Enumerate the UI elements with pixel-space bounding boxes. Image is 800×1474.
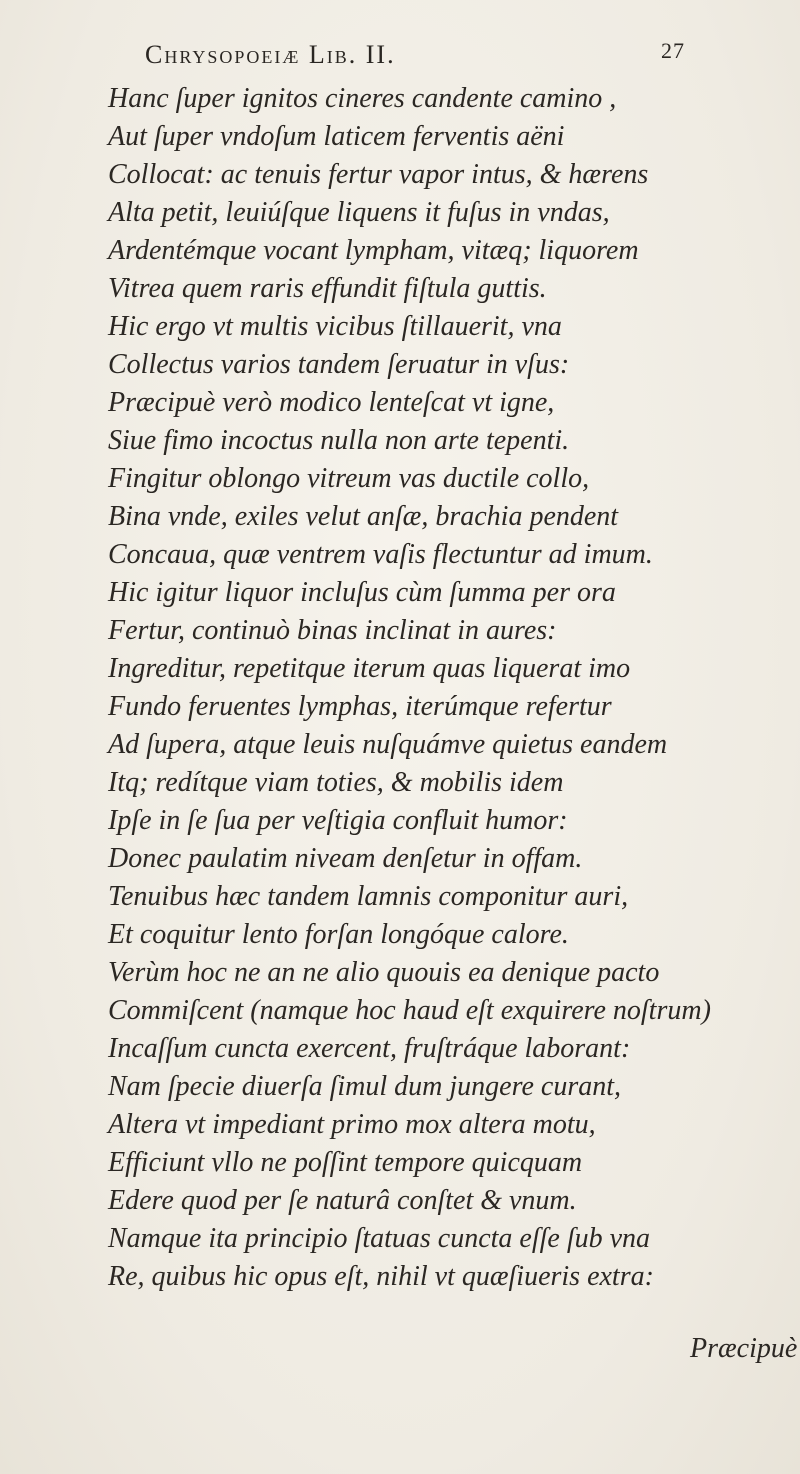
verse-line: Collocat: ac tenuis fertur vapor intus, & hærens (108, 159, 649, 190)
verse-line: Hic ergo vt multis vicibus ſtillauerit, vna (108, 311, 562, 342)
verse-line: Incaſſum cuncta exercent, fruſtráque laborant: (108, 1033, 631, 1064)
verse-line: Præcipuè verò modico lenteſcat vt igne, (108, 387, 555, 418)
verse-line: Vitrea quem raris effundit fiſtula guttis. (108, 273, 547, 304)
verse-line: Ingreditur, repetitque iterum quas liquerat imo (108, 653, 631, 684)
verse-line: Commiſcent (namque hoc haud eſt exquirere noſtrum) (108, 995, 711, 1026)
verse-line: Ad ſupera, atque leuis nuſquámve quietus eandem (108, 729, 668, 760)
verse-line: Ardentémque vocant lympham, vitæq; liquorem (108, 235, 639, 266)
verse-line: Verùm hoc ne an ne alio quouis ea denique pacto (108, 957, 660, 988)
page-number: 27 (661, 38, 685, 63)
verse-line: Fingitur oblongo vitreum vas ductile collo, (108, 463, 590, 494)
verse-line: Concaua, quæ ventrem vaſis flectuntur ad imum. (108, 539, 653, 570)
verse-line: Altera vt impediant primo mox altera motu, (108, 1109, 596, 1140)
verse-line: Edere quod per ſe naturâ conſtet & vnum. (108, 1185, 577, 1216)
verse-line: Fundo feruentes lymphas, iterúmque refertur (108, 691, 612, 722)
verse-line: Hic igitur liquor incluſus cùm ſumma per ora (108, 577, 616, 608)
verse-line: Fertur, continuò binas inclinat in aures: (108, 615, 557, 646)
verse-line: Bina vnde, exiles velut anſæ, brachia pendent (108, 501, 619, 532)
running-title: Chrysopoeiæ Lib. II. (145, 40, 396, 69)
verse-line: Aut ſuper vndoſum laticem ferventis aëni (108, 121, 565, 152)
verse-line: Nam ſpecie diuerſa ſimul dum jungere curant, (108, 1071, 621, 1102)
verse-line: Re, quibus hic opus eſt, nihil vt quæſiueris extra: (108, 1261, 654, 1292)
verse-line: Namque ita principio ſtatuas cuncta eſſe ſub vna (108, 1223, 651, 1254)
verse-line: Itq; redítque viam toties, & mobilis idem (108, 767, 564, 798)
verse-line: Siue fimo incoctus nulla non arte tepenti. (108, 425, 570, 456)
page-header (145, 40, 685, 80)
verse-line: Tenuibus hæc tandem lamnis componitur auri, (108, 881, 629, 912)
verse-line: Donec paulatim niveam denſetur in offam. (108, 843, 583, 874)
verse-line: Collectus varios tandem ſeruatur in vſus: (108, 349, 570, 380)
verse-line: Efficiunt vllo ne poſſint tempore quicquam (108, 1147, 583, 1178)
verse-line: Hanc ſuper ignitos cineres candente camino , (108, 83, 617, 114)
verse-line: Et coquitur lento forſan longóque calore. (108, 919, 569, 950)
verse-line: Alta petit, leuiúſque liquens it fuſus in vndas, (108, 197, 610, 228)
catchword: Præcipuè (690, 1333, 798, 1364)
verse-line: Ipſe in ſe ſua per veſtigia confluit humor: (108, 805, 568, 836)
